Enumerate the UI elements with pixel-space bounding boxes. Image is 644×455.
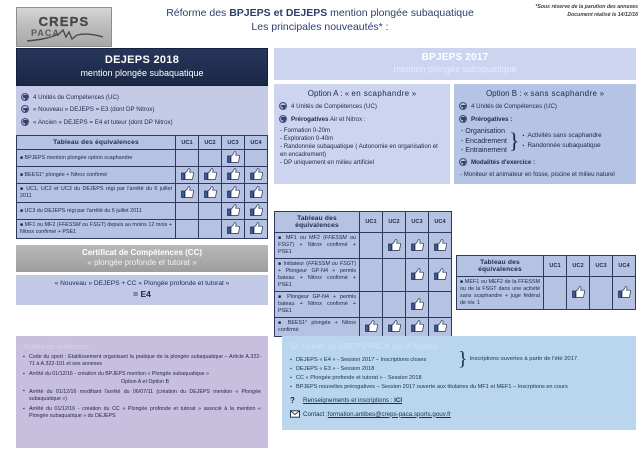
se-former-panel: [282, 336, 636, 430]
renseignements-row[interactable]: [290, 396, 629, 405]
bpjeps-banner-subtitle: mention plongée subaquatique: [393, 64, 517, 74]
table-row: [17, 203, 268, 220]
equivalence-cell-uc1: [176, 184, 199, 203]
thumbs-up-icon: [227, 151, 240, 163]
thumbs-up-icon: [411, 268, 424, 280]
envelope-icon: [290, 410, 300, 418]
equivalence-cell-uc4: [429, 292, 452, 318]
diving-mask-icon: [21, 118, 29, 126]
title-pre: Réforme des: [166, 7, 230, 19]
logo-wave-icon: [25, 28, 105, 44]
thumbs-up-icon: [204, 168, 217, 180]
thumbs-up-icon: [411, 320, 424, 332]
options-row: [274, 84, 636, 184]
equivalence-cell-uc2: [383, 318, 406, 337]
option-b-equivalence-table: [456, 255, 636, 310]
column-header-uc3: UC3: [590, 256, 613, 277]
bpjeps-banner-title: BPJEPS 2017: [421, 52, 489, 63]
cc-banner-title: Certificat de Compétences (CC): [81, 248, 203, 257]
table-row: [17, 184, 268, 203]
equivalence-cell-uc2: [199, 184, 222, 203]
equivalence-cell-uc3: [406, 233, 429, 259]
equivalence-cell-uc3: [222, 220, 245, 239]
equivalence-cell-uc3: [590, 277, 613, 310]
thumbs-up-icon: [434, 239, 447, 251]
title-line-1: [130, 6, 510, 20]
annex-notice: [490, 4, 638, 19]
textes-de-reference-panel: [16, 336, 268, 448]
thumbs-up-icon: [250, 222, 263, 234]
table-row: [457, 277, 636, 310]
equivalence-cell-uc2: [383, 259, 406, 292]
textes-title: Textes de référence :: [23, 342, 94, 351]
option-b-title: [459, 88, 631, 99]
title-post: mention plongée subaquatique: [327, 7, 474, 19]
thumbs-up-icon: [250, 204, 263, 216]
equivalence-cell-uc1: [360, 259, 383, 292]
equivalence-cell-uc1: [360, 292, 383, 318]
list-item: [459, 158, 631, 167]
option-a-uc-line: 4 Unités de Compétences (UC): [291, 103, 377, 110]
list-item: [459, 115, 631, 124]
dejeps-summary-box: [16, 275, 268, 305]
option-a-prerogatives-label: [291, 115, 366, 124]
diving-mask-icon: [21, 105, 29, 113]
brace-left-2: - Entrainement: [461, 147, 507, 154]
equivalence-cell-uc4: [429, 233, 452, 259]
equivalence-cell-uc2: [199, 167, 222, 184]
option-a-title-pre: Option A : «: [307, 89, 352, 98]
row-description: ■ BEES1° plongée + Nitrox confirmé: [275, 318, 360, 337]
column-header-uc3: UC3: [222, 136, 245, 150]
option-b-prerogatives-label: Prérogatives :: [471, 115, 513, 123]
dejeps-banner-subtitle: mention plongée subaquatique: [80, 68, 204, 78]
thumbs-up-icon: [250, 186, 263, 198]
equivalence-cell-uc1: [176, 167, 199, 184]
option-b-uc-line: 4 Unités de Compétences (UC): [471, 103, 557, 110]
row-description: ■ Plongeur GP-N4 + permis bateau + Nitrox confirmé + PSE1: [275, 292, 360, 318]
thumbs-up-icon: [411, 239, 424, 251]
thumbs-up-icon: [365, 320, 378, 332]
equivalence-cell-uc1: [360, 233, 383, 259]
list-item: [23, 371, 261, 386]
equivalence-cell-uc2: [567, 277, 590, 310]
table-row: [275, 233, 452, 259]
equivalence-cell-uc3: [222, 184, 245, 203]
contact-row[interactable]: [290, 410, 629, 418]
table-row: [17, 167, 268, 184]
list-item: [23, 389, 261, 404]
option-b-brace-block: [461, 127, 631, 156]
thumbs-up-icon: [388, 320, 401, 332]
equivalence-cell-uc4: [245, 150, 268, 167]
logo-text-paca: PACA: [31, 28, 60, 38]
title-line-2: Les principales nouveautés* :: [251, 21, 389, 33]
option-a-title-post: »: [409, 89, 417, 98]
dejeps-banner-title: DEJEPS 2018: [104, 54, 180, 66]
table-row: [275, 292, 452, 318]
title-bold: BPJEPS et DEJEPS: [229, 7, 328, 19]
page-header: [0, 0, 644, 46]
thumbs-up-icon: [388, 239, 401, 251]
option-b-table-body: [457, 277, 636, 310]
inscriptions-note-text: Inscriptions ouvertes à partir de l'été 2017: [469, 356, 578, 362]
table-row: [275, 259, 452, 292]
column-header-uc2: UC2: [383, 212, 406, 233]
option-a-item-2: - Randonnée subaquatique ( Autonomie en organisation et en encadrement): [280, 143, 438, 158]
list-item: [279, 115, 445, 124]
brace-left-0: - Organisation: [461, 128, 505, 135]
thumbs-up-icon: [250, 168, 263, 180]
bullet-label: 4 Unités de Compétences (UC): [33, 93, 119, 101]
textes-list: [23, 354, 261, 421]
table-header-row: [457, 256, 636, 277]
textes-item-main: Arrêté du 01/12/16 - création du BPJEPS mention « Plongée subaquatique »: [29, 371, 209, 378]
option-a-item-3: - DP uniquement en milieu artificiel: [280, 159, 375, 166]
brace-left-1: - Encadrement: [461, 137, 507, 145]
option-a-table-body: [275, 233, 452, 337]
table-title-cell: Tableau des équivalences: [17, 136, 176, 150]
diving-mask-icon: [459, 158, 467, 166]
dejeps-equivalence-table: [16, 135, 268, 239]
se-former-title: Se former au CREPS PACA site d'Antibes :: [290, 342, 443, 351]
equivalence-cell-uc1: [360, 318, 383, 337]
thumbs-up-icon: [227, 168, 240, 180]
diving-mask-icon: [459, 115, 467, 123]
table-title-cell: Tableau des équivalences: [275, 212, 360, 233]
row-description: ■ UC3 du DEJEPS régi par l'arrêté du 6 juillet 2011: [17, 203, 176, 220]
brace-right-0: ▪ Activités sans scaphandre: [522, 131, 601, 141]
textes-item-main: Arrêté du 01/12/16 modifiant l'arrêté du 06/07/11 (création du DEJEPS mention « Plongée subaquatique »): [29, 388, 261, 403]
option-a-title: [279, 88, 445, 99]
column-header-uc4: UC4: [429, 212, 452, 233]
equivalence-cell-uc1: [176, 220, 199, 239]
list-item: ▪ CC « Plongée profonde et tutorat » - Session 2018: [290, 374, 629, 382]
option-b-title-pre: Option B : «: [485, 89, 531, 98]
list-item: [23, 406, 261, 421]
question-mark-icon: ?: [290, 396, 295, 405]
thumbs-up-icon: [181, 186, 194, 198]
row-description: ■ MF1 ou MF2 (FFESSM ou FSGT) depuis au moins 12 mois + Nitrox confirmé + PSE1: [17, 220, 176, 239]
equivalence-cell-uc2: [199, 203, 222, 220]
column-header-uc4: UC4: [613, 256, 636, 277]
bpjeps-2017-column: [274, 48, 636, 184]
list-item: ▪ DEJEPS « E4 » - Session 2017 – Inscriptions closes: [290, 356, 629, 364]
bullet-label: « Nouveau » DEJEPS = E3 (dont DP Nitrox): [33, 106, 155, 113]
option-a-item-0: - Formation 0-20m: [280, 127, 331, 134]
equivalence-cell-uc1: [544, 277, 567, 310]
list-item: [279, 102, 445, 111]
equivalence-cell-uc4: [429, 318, 452, 337]
summary-line-1: « Nouveau » DEJEPS + CC « Plongée profonde et tutorat »: [54, 280, 230, 287]
thumbs-up-icon: [434, 268, 447, 280]
thumbs-up-icon: [411, 298, 424, 310]
textes-item-main: Arrêté du 01/12/16 - création du CC « Plongée profonde et tutorat » associé à la mention « Plongée subaquatique » du DEJEPS: [29, 405, 261, 420]
prerog-rest: Air et Nitrox :: [328, 115, 366, 123]
equivalence-cell-uc4: [429, 259, 452, 292]
dejeps-2018-column: [16, 48, 268, 305]
equivalence-cell-uc2: [199, 220, 222, 239]
table-row: [17, 220, 268, 239]
contact-label: Contact :: [303, 410, 328, 418]
thumbs-up-icon: [434, 320, 447, 332]
cc-banner-subtitle: « plongée profonde et tutorat »: [87, 258, 197, 267]
contact-email-link[interactable]: formation.antibes@creps-paca.sports.gouv.fr: [327, 410, 451, 418]
column-header-uc2: UC2: [199, 136, 222, 150]
thumbs-up-icon: [572, 286, 585, 298]
logo-text-creps: CREPS: [38, 14, 90, 29]
bullet-label: « Ancien » DEJEPS = E4 et tuteur (dont DP Nitrox): [33, 118, 173, 126]
equivalence-cell-uc4: [245, 184, 268, 203]
option-b-panel: [454, 84, 636, 184]
equivalence-cell-uc4: [613, 277, 636, 310]
dejeps-bullet-list: [16, 86, 268, 135]
inscriptions-brace-note: [458, 348, 578, 370]
renseignements-link[interactable]: [303, 397, 402, 404]
diving-mask-icon: [279, 102, 287, 110]
curly-brace-icon: }: [508, 128, 520, 154]
dejeps-banner: [16, 48, 268, 86]
list-item: [459, 102, 631, 111]
equivalence-cell-uc1: [176, 203, 199, 220]
creps-paca-logo: [16, 7, 112, 47]
page-title: [130, 6, 510, 34]
option-b-title-em: sans scaphandre: [530, 89, 598, 98]
table-row: [17, 150, 268, 167]
equivalence-cell-uc4: [245, 167, 268, 184]
column-header-uc1: UC1: [360, 212, 383, 233]
summary-line-2: = E4: [133, 289, 151, 299]
equivalence-cell-uc1: [176, 150, 199, 167]
equivalence-cell-uc4: [245, 203, 268, 220]
option-b-title-post: »: [597, 89, 605, 98]
row-description: ■ MF1 ou MF2 (FFESSM ou FSGT) + Nitrox confirmé + PSE1: [275, 233, 360, 259]
bpjeps-banner: [274, 48, 636, 80]
list-item: [23, 354, 261, 369]
list-item: [21, 93, 263, 102]
curly-brace-icon: }: [458, 348, 468, 370]
option-b-modalites-label: Modalités d'exercice :: [471, 159, 536, 166]
equivalence-cell-uc3: [222, 150, 245, 167]
equivalence-cell-uc2: [383, 292, 406, 318]
equivalence-cell-uc2: [383, 233, 406, 259]
diving-mask-icon: [279, 115, 287, 123]
equivalence-cell-uc3: [406, 318, 429, 337]
list-item: ▪ DEJEPS « E3 » - Session 2018: [290, 365, 629, 373]
textes-item-main: Code du sport : Etablissement organisant la pratique de la plongée subaquatique – Article A.322-71 à A.322-101 et ses annexes: [29, 354, 261, 368]
list-item: ▪ BPJEPS nouvelles prérogatives – Session 2017 ouverte aux titulaires du MF1 et MEF1 – Inscrptions en cours: [290, 383, 629, 391]
cc-banner: [16, 245, 268, 272]
renseignements-ici[interactable]: ICI: [394, 397, 403, 404]
renseignements-label: Renseignements et inscriptions :: [303, 397, 395, 404]
notice-line-2: Document réalisé le 14/12/16: [567, 11, 638, 18]
option-b-table-wrap: [456, 255, 636, 310]
option-a-equivalence-table: [274, 211, 452, 337]
row-description: ■ BPJEPS mention plongée option scaphandre: [17, 150, 176, 167]
equivalence-cell-uc2: [199, 150, 222, 167]
column-header-uc2: UC2: [567, 256, 590, 277]
thumbs-up-icon: [181, 168, 194, 180]
diving-mask-icon: [21, 93, 29, 101]
table-header-row: [275, 212, 452, 233]
option-a-panel: [274, 84, 450, 184]
diving-mask-icon: [459, 102, 467, 110]
option-b-brace-right: [522, 131, 601, 151]
column-header-uc1: UC1: [176, 136, 199, 150]
textes-item-center: Option A et Option B: [121, 378, 169, 385]
dejeps-table-body: [17, 150, 268, 239]
thumbs-up-icon: [204, 186, 217, 198]
list-item: [21, 118, 263, 127]
prerog-bold: Prérogatives: [291, 115, 329, 123]
row-description: ■ BEES1° plongée + Nitrox confirmé: [17, 167, 176, 184]
equivalence-cell-uc3: [406, 292, 429, 318]
thumbs-up-icon: [227, 222, 240, 234]
table-header-row: [17, 136, 268, 150]
table-row: [275, 318, 452, 337]
option-a-title-em: en scaphandre: [351, 89, 410, 98]
brace-right-1: ▪ Randonnée subaquatique: [522, 141, 601, 151]
equivalence-cell-uc3: [222, 167, 245, 184]
thumbs-up-icon: [227, 186, 240, 198]
equivalence-cell-uc4: [245, 220, 268, 239]
column-header-uc1: UC1: [544, 256, 567, 277]
column-header-uc4: UC4: [245, 136, 268, 150]
option-b-modalites-text: - Moniteur et animateur en fosse, piscine et milieu naturel: [460, 170, 615, 178]
option-a-item-1: - Exploration 0-40m: [280, 135, 334, 142]
equivalence-cell-uc3: [406, 259, 429, 292]
row-description: ■ Initiateur (FFESSM ou FSGT) + Plongeur GP-N4 + permis bateau + Nitrox confirmé + PSE1: [275, 259, 360, 292]
column-header-uc3: UC3: [406, 212, 429, 233]
row-description: ■ UC1, UC2 et UC3 du DEJEPS régi par l'arrêté du 6 juillet 2011: [17, 184, 176, 203]
option-b-brace-left: [461, 127, 507, 156]
thumbs-up-icon: [618, 286, 631, 298]
notice-line-1: *Sous réserve de la parution des annexes: [535, 4, 638, 10]
row-description: ■ MEF1 ou MEF2 de la FFESSM ou de la FSGT dans une activité sans scaphandre + juge fédéral de niv. 1: [457, 277, 544, 310]
list-item: [21, 105, 263, 114]
table-title-cell: Tableau des équivalences: [457, 256, 544, 277]
equivalence-cell-uc3: [222, 203, 245, 220]
option-a-table-wrap: [274, 211, 452, 337]
thumbs-up-icon: [227, 204, 240, 216]
